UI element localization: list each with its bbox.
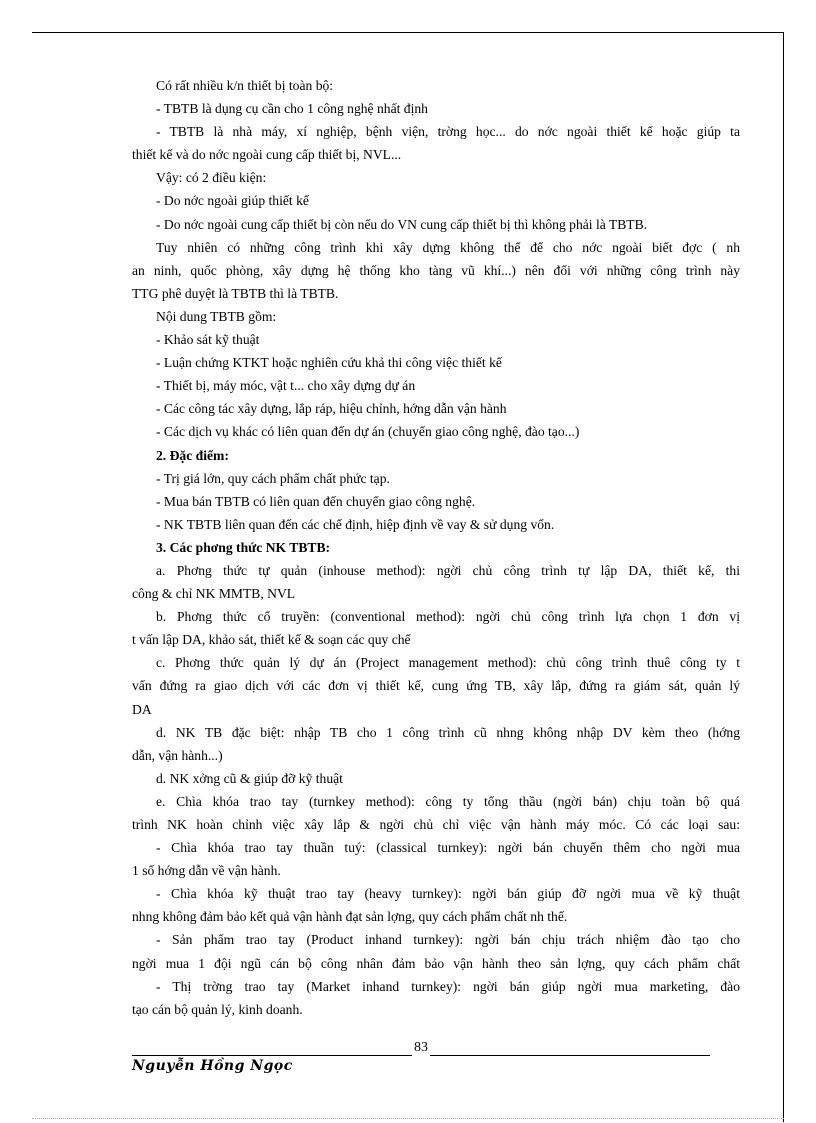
text-line: - Sản phẩm trao tay (Product inhand turnkey): ngời bán chịu trách nhiệm đào tạo cho xyxy=(156,932,740,948)
text-line: - Trị giá lớn, quy cách phẩm chất phức tạp. xyxy=(156,470,390,486)
text-line: d. NK TB đặc biệt: nhập TB cho 1 công trình cũ nhng không nhập DV kèm theo (hớng xyxy=(156,724,740,740)
text-line: - Mua bán TBTB có liên quan đến chuyển giao công nghệ. xyxy=(156,493,476,509)
text-line: e. Chìa khóa trao tay (turnkey method): công ty tổng thầu (ngời bán) chịu toàn bộ quá xyxy=(156,793,740,809)
text-line: Có rất nhiều k/n thiết bị toàn bộ: xyxy=(156,78,334,93)
text-line: trình NK hoàn chỉnh việc xây lắp & ngời chủ chỉ việc vận hành máy móc. Có các loại sau: xyxy=(132,817,740,832)
text-line: - Luận chứng KTKT hoặc nghiên cứu khả thi công việc thiết kế xyxy=(156,355,502,371)
text-line: - NK TBTB liên quan đến các chế định, hiệp định về vay & sử dụng vốn. xyxy=(156,516,555,532)
text-line: vấn đứng ra giao dịch với các đơn vị thiết kế, cung ứng TB, xây lắp, đứng ra giám sát, quản lý xyxy=(132,678,740,694)
text-line: - Chìa khóa kỹ thuật trao tay (heavy turnkey): ngời bán giúp đỡ ngời mua về kỹ thuật xyxy=(156,886,740,902)
text-line: - Thị trờng trao tay (Market inhand turnkey): ngời bán giúp ngời mua marketing, đào xyxy=(156,978,740,994)
text-line: TTG phê duyệt là TBTB thì là TBTB. xyxy=(132,285,339,301)
text-line: c. Phơng thức quản lý dự án (Project management method): chủ công trình thuê công ty t xyxy=(156,655,740,671)
text-line: 1 số hớng dẫn về vận hành. xyxy=(132,863,281,879)
text-line: - Chìa khóa trao tay thuần tuý: (classical turnkey): ngời bán chuyển thêm cho ngời mua xyxy=(156,840,740,856)
section-heading: 3. Các phơng thức NK TBTB: xyxy=(156,539,331,555)
text-line: DA xyxy=(132,701,152,717)
author-signature: Nguyễn Hồng Ngọc xyxy=(132,1058,293,1074)
text-line: Vậy: có 2 điều kiện: xyxy=(156,170,267,186)
text-line: tạo cán bộ quản lý, kinh doanh. xyxy=(132,1001,303,1017)
text-line: Tuy nhiên có những công trình khi xây dựng không thể để cho nớc ngoài biết đợc ( nh xyxy=(156,239,740,255)
text-line: a. Phơng thức tự quản (inhouse method): ngời chủ công trình tự lập DA, thiết kế, thi xyxy=(156,562,740,578)
text-line: - Thiết bị, máy móc, vật t... cho xây dựng dự án xyxy=(156,378,416,394)
footer-rule-right xyxy=(430,1041,710,1056)
text-line: ngời mua 1 đội ngũ cán bộ công nhân đảm bảo vận hành theo sản lợng, quy cách phẩm chất xyxy=(132,955,740,971)
text-line: b. Phơng thức cổ truyền: (conventional method): ngời chủ công trình lựa chọn 1 đơn vị xyxy=(156,609,740,625)
text-line: công & chỉ NK MMTB, NVL xyxy=(132,586,296,602)
page-number: 83 xyxy=(414,1040,428,1055)
page-frame-bottom xyxy=(32,1118,784,1119)
text-line: - TBTB là dụng cụ cần cho 1 công nghệ nhất định xyxy=(156,101,428,117)
text-line: - Do nớc ngoài cung cấp thiết bị còn nếu do VN cung cấp thiết bị thì không phải là TBTB. xyxy=(156,216,648,232)
text-line: thiết kế và do nớc ngoài cung cấp thiết bị, NVL... xyxy=(132,147,402,163)
text-line: d. NK xởng cũ & giúp đỡ kỹ thuật xyxy=(156,770,343,786)
text-line: Nội dung TBTB gồm: xyxy=(156,308,277,324)
text-line: - Khảo sát kỹ thuật xyxy=(156,332,260,348)
footer-rule-left xyxy=(132,1041,412,1056)
text-line: t vấn lập DA, khảo sát, thiết kế & soạn các quy chế xyxy=(132,632,411,648)
text-line: - Các dịch vụ khác có liên quan đến dự án (chuyển giao công nghệ, đào tạo...) xyxy=(156,424,580,440)
text-line: dẫn, vận hành...) xyxy=(132,747,223,763)
text-line: - Các công tác xây dựng, lắp ráp, hiệu chỉnh, hớng dẫn vận hành xyxy=(156,401,507,417)
text-line: - Do nớc ngoài giúp thiết kế xyxy=(156,193,309,209)
text-line: an ninh, quốc phòng, xây dựng hệ thống kho tàng vũ khí...) nên đối với những công trình này xyxy=(132,262,740,278)
page-footer xyxy=(132,1040,710,1056)
text-line: - TBTB là nhà máy, xí nghiệp, bệnh viện, trờng học... do nớc ngoài thiết kế hoặc giúp ta xyxy=(156,124,740,140)
document-body xyxy=(132,74,740,1021)
text-line: nhng không đảm bảo kết quả vận hành đạt sản lợng, quy cách phẩm chất nh thế. xyxy=(132,909,568,925)
section-heading: 2. Đặc điểm: xyxy=(156,447,229,463)
